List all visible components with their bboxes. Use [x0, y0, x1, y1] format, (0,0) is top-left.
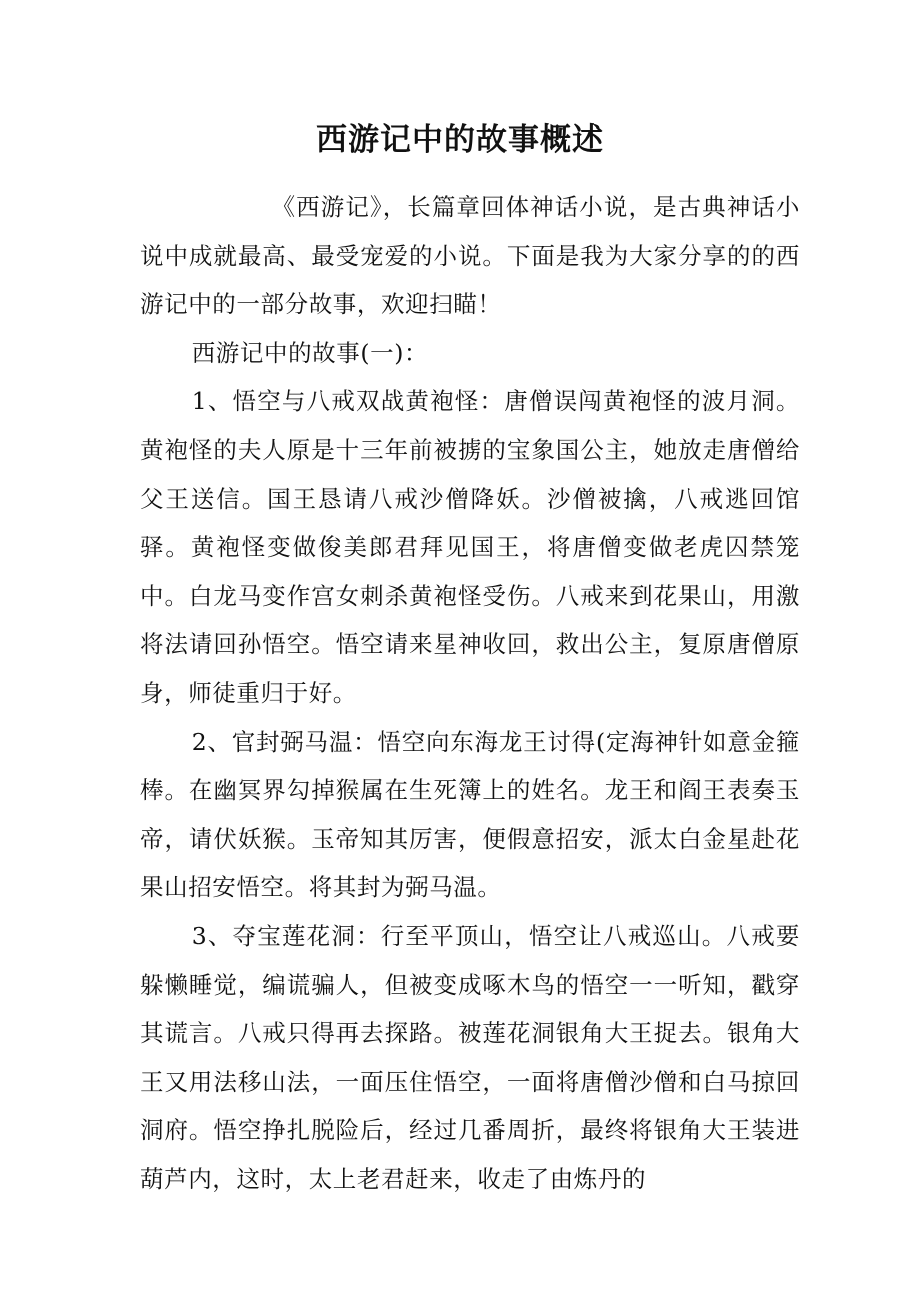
section-heading: 西游记中的故事(一)： — [191, 338, 429, 367]
story-paragraph-2: 2、官封弼马温：悟空向东海龙王讨得(定海神针如意金箍棒。在幽冥界勾掉猴属在生死簿上的姓名。龙王和阎王表奏玉帝，请伏妖猴。玉帝知其厉害，便假意招安，派太白金星赴花果山招安悟空。将其封为弼马温。 — [140, 727, 800, 902]
story-paragraph-1: 1、悟空与八戒双战黄袍怪：唐僧误闯黄袍怪的波月洞。黄袍怪的夫人原是十三年前被掳的宝象国公主，她放走唐僧给父王送信。国王恳请八戒沙僧降妖。沙僧被擒，八戒逃回馆驿。黄袍怪变做俊美郎君拜见国王，将唐僧变做老虎囚禁笼中。白龙马变作宫女刺杀黄袍怪受伤。八戒来到花果山，用激将法请回孙悟空。悟空请来星神收回，救出公主，复原唐僧原身，师徒重归于好。 — [140, 387, 800, 707]
story-paragraph-3: 3、夺宝莲花洞：行至平顶山，悟空让八戒巡山。八戒要躲懒睡觉，编谎骗人，但被变成啄木鸟的悟空一一听知，戳穿其谎言。八戒只得再去探路。被莲花洞银角大王捉去。银角大王又用法移山法，一面压住悟空，一面将唐僧沙僧和白马掠回洞府。悟空挣扎脱险后，经过几番周折，最终将银角大王装进葫芦内，这时，太上老君赶来，收走了由炼丹的 — [140, 921, 800, 1193]
document-title: 西游记中的故事概述 — [316, 122, 604, 158]
intro-paragraph: 《西游记》，长篇章回体神话小说，是古典神话小说中成就最高、最受宠爱的小说。下面是我为大家分享的的西游记中的一部分故事，欢迎扫瞄！ — [140, 193, 800, 319]
document-body — [140, 183, 800, 1203]
